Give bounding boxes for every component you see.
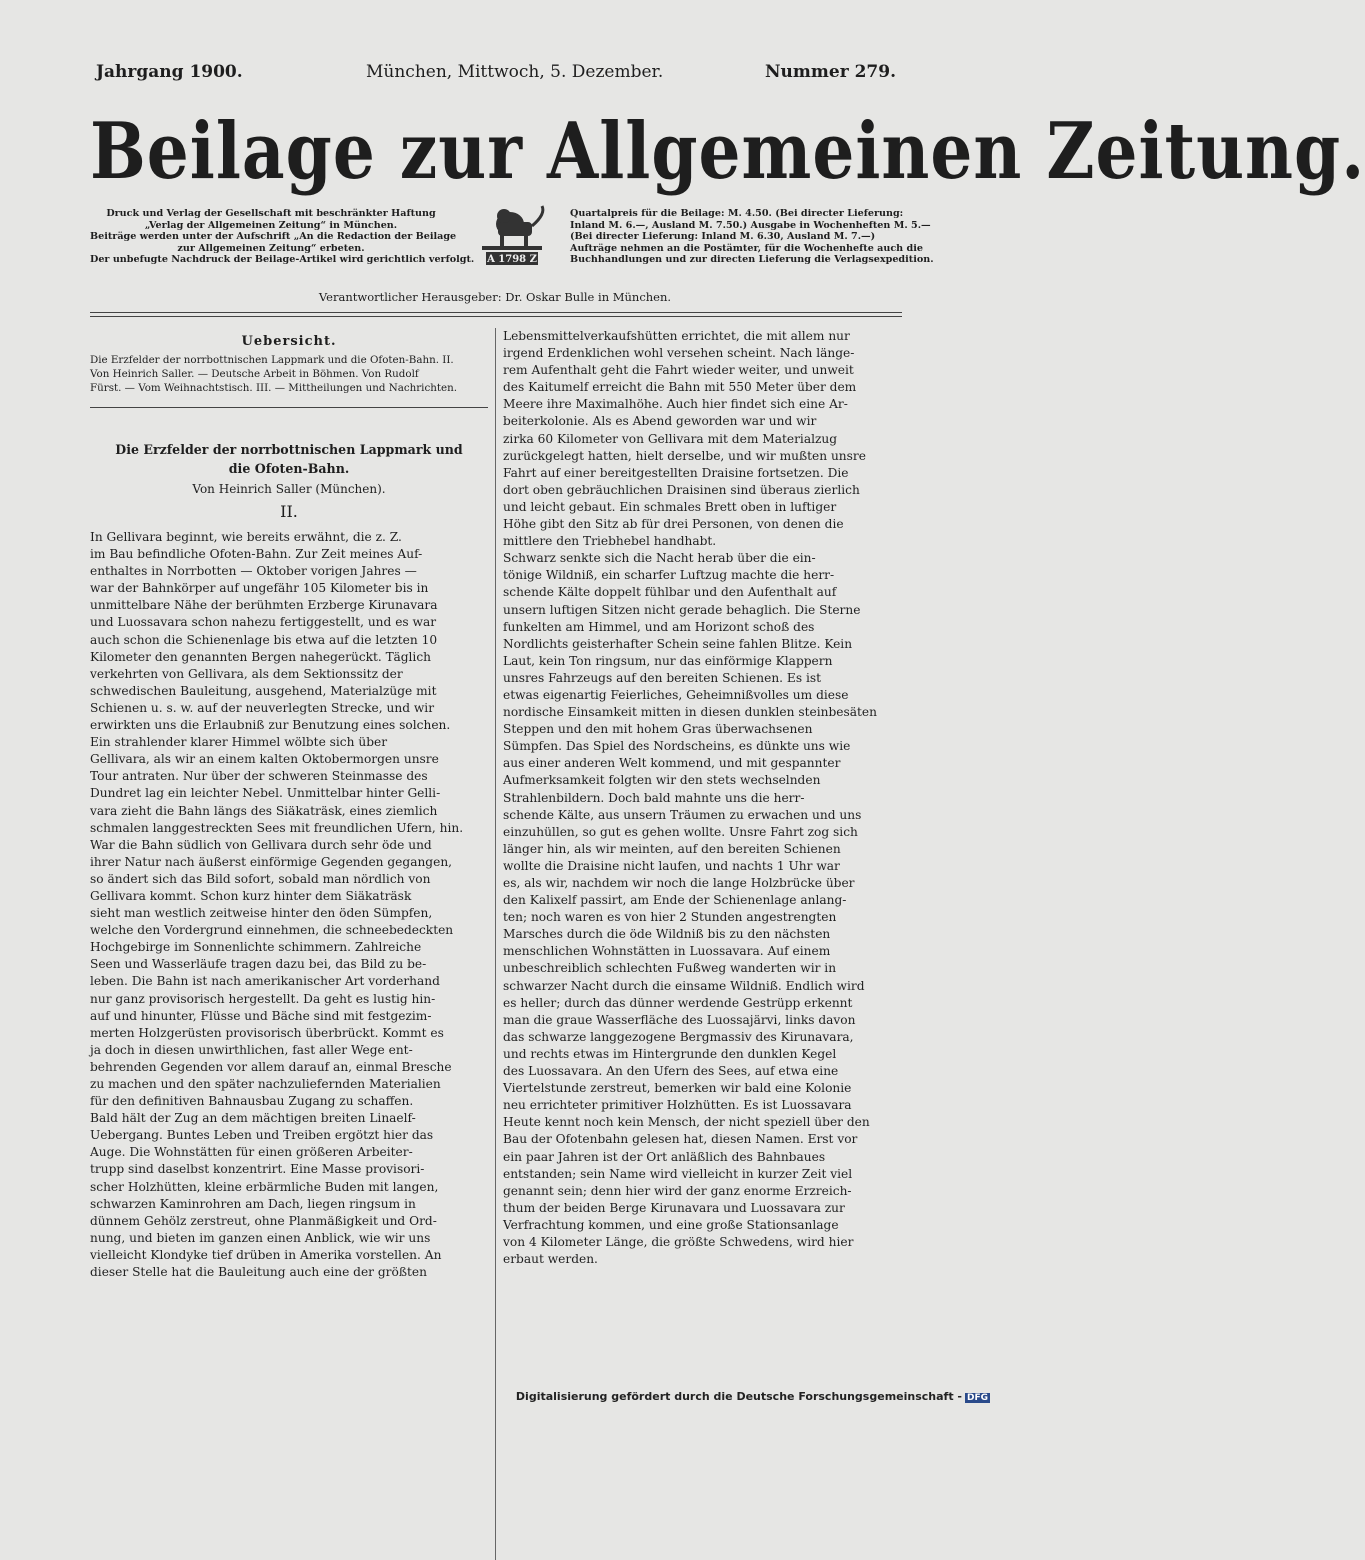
text-line: den Kalixelf passirt, am Ende der Schienenlage anlang- [503, 893, 847, 908]
text-line: trupp sind daselbst konzentrirt. Eine Masse provisori- [90, 1162, 425, 1177]
text-line: aus einer anderen Welt kommend, und mit gespannter [503, 756, 841, 771]
text-line: vielleicht Klondyke tief drüben in Amerika vorstellen. An [90, 1247, 442, 1262]
text-line: scher Holzhütten, kleine erbärmliche Buden mit langen, [90, 1179, 439, 1194]
text-line: und rechts etwas im Hintergrunde den dunklen Kegel [503, 1046, 837, 1061]
text-line: Laut, kein Ton ringsum, nur das einförmige Klappern [503, 653, 833, 668]
text-line: schende Kälte doppelt fühlbar und den Aufenthalt auf [503, 585, 837, 600]
text-line: unmittelbare Nähe der berühmten Erzberge Kirunavara [90, 598, 438, 613]
text-line: erwirkten uns die Erlaubniß zur Benutzung eines solchen. [90, 718, 451, 733]
text-line: neu errichteter primitiver Holzhütten. Es ist Luossavara [503, 1098, 852, 1113]
text-line: Bald hält der Zug an dem mächtigen breiten Linaelf- [90, 1111, 416, 1126]
text-line: das schwarze langgezogene Bergmassiv des Kirunavara, [503, 1029, 854, 1044]
text-line: dort oben gebräuchlichen Draisinen sind überaus zierlich [503, 482, 860, 497]
text-line: Tour antraten. Nur über der schweren Steinmasse des [90, 769, 428, 784]
emblem-caption: A 1798 Z [487, 254, 537, 265]
text-line: es heller; durch das dünner werdende Gestrüpp erkennt [503, 995, 853, 1010]
text-line: war der Bahnkörper auf ungefähr 105 Kilometer bis in [90, 581, 429, 596]
price-line: Buchhandlungen und zur directen Lieferung die Verlagsexpedition. [570, 254, 934, 266]
text-line: verkehrten von Gellivara, als dem Sektionssitz der [90, 666, 403, 681]
text-line: so ändert sich das Bild sofort, sobald man nördlich von [90, 871, 431, 886]
text-line: Fahrt auf einer bereitgestellten Draisine fortsetzen. Die [503, 465, 849, 480]
text-line: genannt sein; denn hier wird der ganz enorme Erzreich- [503, 1183, 852, 1198]
text-line: und Luossavara schon nahezu fertiggestellt, und es war [90, 615, 437, 630]
volume-year: Jahrgang 1900. [96, 62, 243, 82]
text-line: ein paar Jahren ist der Ort anläßlich des Bahnbaues [503, 1149, 826, 1164]
text-line: menschlichen Wohnstätten in Luossavara. Auf einem [503, 944, 831, 959]
text-line: dünnem Gehölz zerstreut, ohne Planmäßigkeit und Ord- [90, 1213, 437, 1228]
text-line: Viertelstunde zerstreut, bemerken wir bald eine Kolonie [503, 1081, 852, 1096]
text-line: für den definitiven Bahnausbau Zugang zu schaffen. [90, 1094, 414, 1109]
publisher-line: Verantwortlicher Herausgeber: Dr. Oskar Bulle in München. [318, 290, 672, 304]
text-line: Strahlenbildern. Doch bald mahnte uns die herr- [503, 790, 805, 805]
text-line: nordische Einsamkeit mitten in diesen dunklen steinbesäten [503, 705, 877, 720]
text-line: des Kaitumelf erreicht die Bahn mit 550 Meter über dem [503, 380, 857, 395]
text-line: zurückgelegt hatten, hielt derselbe, und wir mußten unsre [503, 448, 866, 463]
footer-credit [516, 1390, 990, 1403]
text-line: unsres Fahrzeugs auf den bereiten Schienen. Es ist [503, 670, 821, 685]
column-separator [495, 328, 496, 1560]
text-line: Schienen u. s. w. auf der neuverlegten Strecke, und wir [90, 700, 435, 715]
text-line: Aufmerksamkeit folgten wir den stets wechselnden [503, 773, 821, 788]
text-line: ten; noch waren es von hier 2 Stunden angestrengten [503, 910, 837, 925]
text-line: Dundret lag ein leichter Nebel. Unmittelbar hinter Gelli- [90, 786, 441, 801]
imprint-line: Der unbefugte Nachdruck der Beilage-Artikel wird gerichtlich verfolgt. [90, 254, 475, 266]
text-line: nur ganz provisorisch hergestellt. Da geht es lustig hin- [90, 991, 436, 1006]
price-line: Quartalpreis für die Beilage: M. 4.50. (Bei directer Lieferung: [570, 208, 904, 219]
text-line: schwarzer Nacht durch die einsame Wildniß. Endlich wird [503, 978, 865, 993]
text-line: Meere ihre Maximalhöhe. Auch hier findet sich eine Ar- [503, 397, 848, 412]
text-line: schwedischen Bauleitung, ausgehend, Materialzüge mit [90, 683, 437, 698]
article-byline: Von Heinrich Saller (München). [192, 482, 386, 496]
text-line: schmalen langgestreckten Sees mit freundlichen Ufern, hin. [90, 820, 464, 835]
text-line: Steppen und den mit hohem Gras überwachsenen [503, 722, 813, 737]
text-line: Gellivara, als wir an einem kalten Oktobermorgen unsre [90, 752, 439, 767]
text-line: vara zieht die Bahn längs des Siäkaträsk, eines ziemlich [90, 803, 438, 818]
text-line: länger hin, als wir meinten, auf den bereiten Schienen [503, 841, 841, 856]
text-line: Höhe gibt den Sitz ab für drei Personen, von denen die [503, 517, 844, 532]
text-line: unbeschreiblich schlechten Fußweg wanderten wir in [503, 961, 837, 976]
imprint-line: Beiträge werden unter der Aufschrift „An die Redaction der Beilage [90, 231, 457, 243]
text-line: Hochgebirge im Sonnenlichte schimmern. Zahlreiche [90, 940, 422, 955]
text-line: Lebensmittelverkaufshütten errichtet, die mit allem nur [503, 329, 850, 343]
text-line: sieht man westlich zeitweise hinter den öden Sümpfen, [90, 906, 433, 921]
text-line: Gellivara kommt. Schon kurz hinter dem Siäkaträsk [90, 888, 412, 903]
text-line: man die graue Wasserfläche des Luossajärvi, links davon [503, 1012, 856, 1027]
text-line: auf und hinunter, Flüsse und Bäche sind mit festgezim- [90, 1008, 432, 1023]
text-line: erbaut werden. [503, 1252, 598, 1267]
text-line: Verfrachtung kommen, und eine große Stationsanlage [503, 1217, 839, 1232]
price-line: Aufträge nehmen an die Postämter, für die Wochenhefte auch die [570, 242, 923, 254]
text-line: enthaltes in Norrbotten — Oktober vorigen Jahres — [90, 564, 417, 579]
text-line: schwarzen Kaminrohren am Dach, liegen ringsum in [90, 1196, 416, 1211]
price-line: (Bei directer Lieferung: Inland M. 6.30, Ausland M. 7.—) [570, 231, 876, 243]
masthead-title: Beilage zur Allgemeinen Zeitung. [90, 105, 1365, 198]
text-line: thum der beiden Berge Kirunavara und Luossavara zur [503, 1200, 845, 1215]
text-line: des Luossavara. An den Ufern des Sees, auf etwa eine [503, 1064, 839, 1079]
text-line: auch schon die Schienenlage bis etwa auf die letzten 10 [90, 632, 438, 647]
text-line: Uebergang. Buntes Leben und Treiben ergötzt hier das [90, 1128, 434, 1143]
article-title-line: Die Erzfelder der norrbottnischen Lappmark und [115, 442, 463, 457]
left-column [90, 328, 488, 1281]
text-line: irgend Erdenklichen wohl versehen scheint. Nach länge- [503, 346, 855, 361]
dateline [96, 62, 896, 88]
text-line: Seen und Wasserläufe tragen dazu bei, das Bild zu be- [90, 957, 427, 972]
imprint-right [570, 208, 934, 266]
toc-title: Uebersicht. [241, 334, 337, 349]
right-column [503, 328, 901, 1268]
text-line: schende Kälte, aus unsern Träumen zu erwachen und uns [503, 807, 862, 822]
text-line: Bau der Ofotenbahn gelesen hat, diesen Namen. Erst vor [503, 1132, 858, 1147]
text-line: leben. Die Bahn ist nach amerikanischer Art vorderhand [90, 974, 440, 989]
text-line: Heute kennt noch kein Mensch, der nicht speziell über den [503, 1115, 870, 1130]
header-rule [90, 312, 902, 313]
text-line: In Gellivara beginnt, wie bereits erwähnt, die z. Z. [90, 530, 402, 544]
text-line: funkelten am Himmel, und am Horizont schoß des [503, 619, 815, 634]
text-line: mittlere den Triebhebel handhabt. [503, 534, 717, 549]
text-line: und leicht gebaut. Ein schmales Brett oben in luftiger [503, 499, 837, 514]
text-line: wollte die Draisine nicht laufen, und nachts 1 Uhr war [503, 858, 840, 873]
text-line: Schwarz senkte sich die Nacht herab über die ein- [503, 551, 816, 566]
lion-emblem-icon [462, 200, 562, 270]
text-line: entstanden; sein Name wird vielleicht in kurzer Zeit viel [503, 1166, 853, 1181]
header-rule-double [90, 316, 902, 317]
text-line: Kilometer den genannten Bergen nahegerückt. Täglich [90, 649, 431, 664]
text-line: Nordlichts geisterhafter Schein seine fahlen Blitze. Kein [503, 636, 853, 651]
imprint-line: „Verlag der Allgemeinen Zeitung“ in München. [144, 219, 398, 231]
text-line: dieser Stelle hat die Bauleitung auch eine der größten [90, 1265, 427, 1280]
price-line: Inland M. 6.—, Ausland M. 7.50.) Ausgabe in Wochenheften M. 5.— [570, 219, 931, 231]
text-line: Auge. Die Wohnstätten für einen größeren Arbeiter- [90, 1145, 413, 1160]
issue-date: München, Mittwoch, 5. Dezember. [366, 62, 664, 82]
text-line: War die Bahn südlich von Gellivara durch sehr öde und [90, 837, 432, 852]
right-column-text [503, 328, 901, 1268]
text-line: einzuhüllen, so gut es gehen wollte. Unsre Fahrt zog sich [503, 824, 858, 839]
text-line: von 4 Kilometer Länge, die größte Schwedens, wird hier [503, 1234, 854, 1249]
issue-number: Nummer 279. [765, 62, 896, 82]
dfg-logo: DFG [966, 1393, 988, 1403]
text-line: ja doch in diesen unwirthlichen, fast aller Wege ent- [90, 1042, 413, 1057]
text-line: im Bau befindliche Ofoten-Bahn. Zur Zeit meines Auf- [90, 547, 423, 562]
text-line: Ein strahlender klarer Himmel wölbte sich über [90, 735, 388, 750]
text-line: nung, und bieten im ganzen einen Anblick, wie wir uns [90, 1230, 431, 1245]
text-line: Sümpfen. Das Spiel des Nordscheins, es dünkte uns wie [503, 739, 851, 754]
text-line: rem Aufenthalt geht die Fahrt wieder weiter, und unweit [503, 363, 854, 378]
toc-line: Die Erzfelder der norrbottnischen Lappmark und die Ofoten-Bahn. II. [90, 354, 454, 366]
text-line: unsern luftigen Sitzen nicht gerade behaglich. Die Sterne [503, 602, 861, 617]
article-title [90, 440, 488, 478]
text-line: welche den Vordergrund einnehmen, die schneebedeckten [90, 923, 454, 938]
article-title-line: die Ofoten-Bahn. [228, 461, 350, 476]
toc-rule [90, 407, 488, 408]
footer-text: Digitalisierung gefördert durch die Deutsche Forschungsgemeinschaft - [515, 1390, 962, 1403]
imprint-block [90, 208, 934, 300]
article-section-number: II. [280, 502, 298, 521]
text-line: Marsches durch die öde Wildniß bis zu den nächsten [503, 927, 831, 942]
text-line: zu machen und den später nachzuliefernden Materialien [90, 1077, 441, 1091]
toc-line: Fürst. — Vom Weihnachtstisch. III. — Mittheilungen und Nachrichten. [90, 382, 457, 394]
text-line: ihrer Natur nach äußerst einförmige Gegenden gegangen, [90, 854, 453, 869]
toc-line: Von Heinrich Saller. — Deutsche Arbeit in Böhmen. Von Rudolf [90, 368, 419, 380]
imprint-line: Druck und Verlag der Gesellschaft mit beschränkter Haftung [106, 208, 436, 219]
text-line: zirka 60 Kilometer von Gellivara mit dem Materialzug [503, 431, 838, 446]
toc-lines [90, 353, 488, 395]
text-line: es, als wir, nachdem wir noch die lange Holzbrücke über [503, 876, 855, 890]
text-line: beiterkolonie. Als es Abend geworden war und wir [503, 414, 817, 429]
text-line: tönige Wildniß, ein scharfer Luftzug machte die herr- [503, 568, 835, 583]
imprint-line: zur Allgemeinen Zeitung“ erbeten. [177, 242, 365, 254]
text-line: merten Holzgerüsten provisorisch überbrückt. Kommt es [90, 1025, 444, 1040]
text-line: etwas eigenartig Feierliches, Geheimnißvolles um diese [503, 687, 849, 702]
left-column-text [90, 529, 488, 1281]
imprint-left [90, 208, 475, 266]
text-line: behrenden Gegenden vor allem darauf an, einmal Bresche [90, 1059, 452, 1074]
